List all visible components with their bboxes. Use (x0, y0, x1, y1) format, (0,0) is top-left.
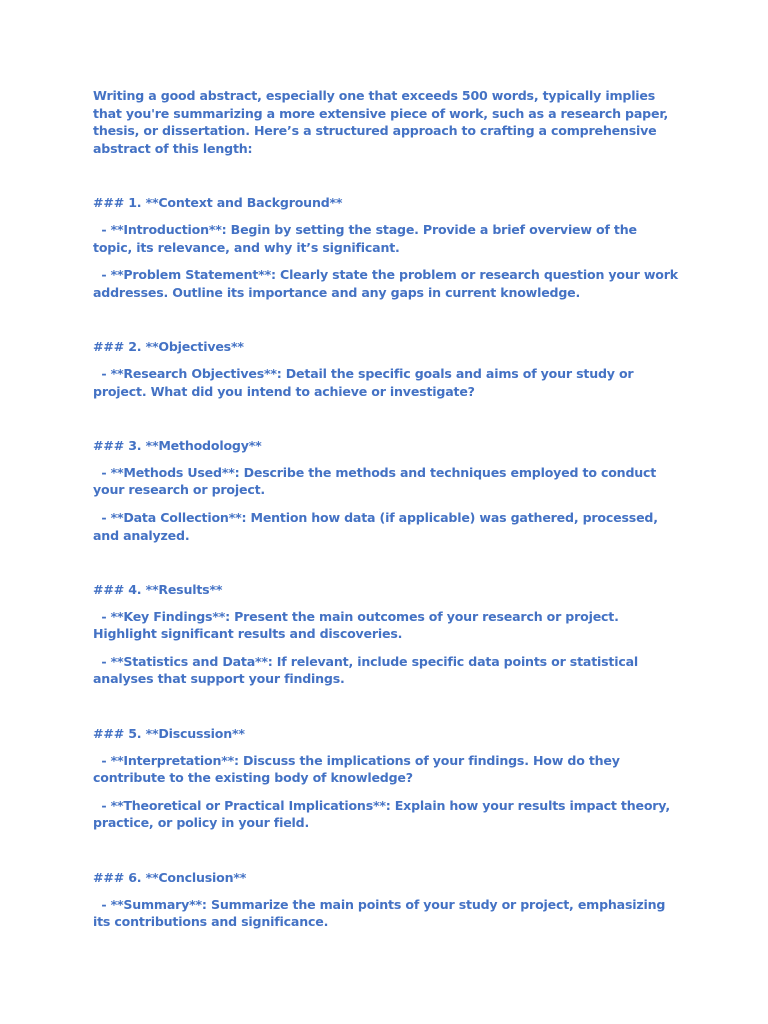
document-body (93, 87, 678, 941)
section-heading-context: ### 1. **Context and Background** (93, 195, 343, 211)
bullet-summary: - **Summary**: Summarize the main points of your study or project, emphasizing its contributions and significance. (93, 896, 666, 930)
bullet-theoretical-practical: - **Theoretical or Practical Implications**: Explain how your results impact theory, practice, or policy in your field. (93, 797, 670, 831)
section-heading-results: ### 4. **Results** (93, 582, 223, 598)
bullet-research-objectives: - **Research Objectives**: Detail the specific goals and aims of your study or project. What did you intend to achieve or investigate? (93, 365, 634, 399)
bullet-statistics-and-data: - **Statistics and Data**: If relevant, include specific data points or statistical analyses that support your findings. (93, 653, 639, 687)
bullet-interpretation: - **Interpretation**: Discuss the implications of your findings. How do they contribute to the existing body of knowledge? (93, 752, 620, 786)
section-heading-methodology: ### 3. **Methodology** (93, 438, 262, 454)
bullet-key-findings: - **Key Findings**: Present the main outcomes of your research or project. Highlight significant results and discoveries. (93, 608, 619, 642)
intro-paragraph: Writing a good abstract, especially one that exceeds 500 words, typically implies that you're summarizing a more extensive piece of work, such as a research paper, thesis, or dissertation. Here’s a structured approach to crafting a comprehensive abstract of this length: (93, 88, 669, 156)
section-heading-objectives: ### 2. **Objectives** (93, 339, 244, 355)
bullet-data-collection: - **Data Collection**: Mention how data (if applicable) was gathered, processed, and analyzed. (93, 509, 658, 543)
bullet-methods-used: - **Methods Used**: Describe the methods and techniques employed to conduct your research or project. (93, 464, 657, 498)
section-heading-discussion: ### 5. **Discussion** (93, 726, 245, 742)
bullet-problem-statement: - **Problem Statement**: Clearly state the problem or research question your work addresses. Outline its importance and any gaps in current knowledge. (93, 267, 678, 300)
bullet-introduction: - **Introduction**: Begin by setting the stage. Provide a brief overview of the topic, its relevance, and why it’s significant. (93, 221, 637, 255)
section-heading-conclusion: ### 6. **Conclusion** (93, 870, 247, 886)
